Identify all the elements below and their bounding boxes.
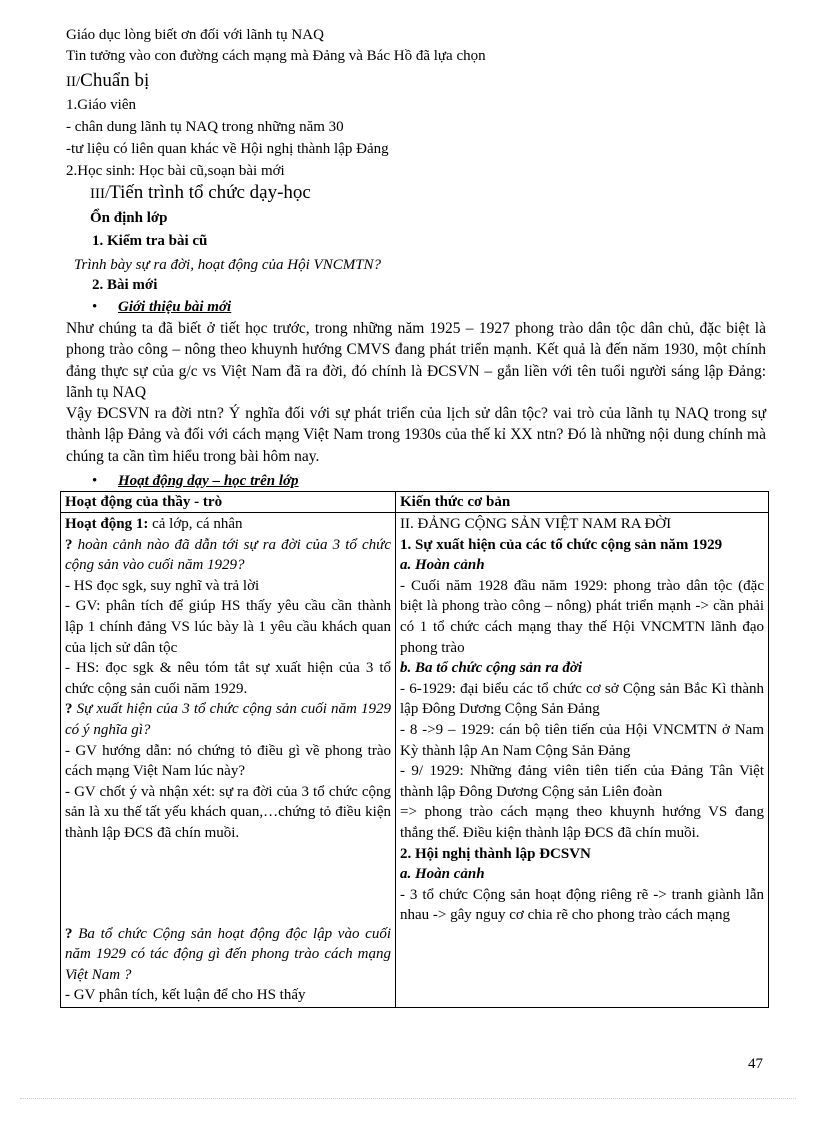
- knowledge-heading-1: 1. Sự xuất hiện của các tổ chức cộng sản năm 1929: [400, 536, 723, 553]
- question-1-text: hoàn cảnh nào đã dẫn tới sự ra đời của 3 tổ chức cộng sản vào cuối năm 1929?: [65, 536, 391, 574]
- col-header-knowledge: Kiến thức cơ bản: [396, 492, 769, 513]
- intro-paragraph-1: Như chúng ta đã biết ở tiết học trước, trong những năm 1925 – 1927 phong trào dân tộc dân chủ, đặc biệt là phong trào công – nông theo khuynh hướng CMVS đang phát triển mạnh. Kết quả là đến năm 1930, một chính đảng thực sự của g/c vs Việt Nam đã ra đời, đó chính là ĐCSVN – gắn liền với tên tuổi người sáng lập Đảng: lãnh tụ NAQ: [66, 320, 766, 401]
- check-old-lesson: 1. Kiểm tra bài cũ: [92, 233, 208, 249]
- intro-heading-row: [92, 298, 231, 316]
- prep-teacher-item-1: - chân dung lãnh tụ NAQ trong những năm 30: [66, 119, 344, 135]
- question-2-text: Sự xuất hiện của 3 tổ chức cộng sản cuối năm 1929 có ý nghĩa gì?: [65, 701, 391, 738]
- activity-heading: Hoạt động dạy – học trên lớp: [118, 473, 299, 489]
- left-line-2: - GV: phân tích để giúp HS thấy yêu cầu cần thành lập 1 chính đảng VS lúc bày là 1 yêu cầu khách quan của lịch sử dân tộc: [65, 598, 391, 656]
- knowledge-sub-b: b. Ba tổ chức cộng sản ra đời: [400, 660, 583, 677]
- knowledge-sub-a2: a. Hoàn cảnh: [400, 866, 485, 883]
- knowledge-heading-2: 2. Hội nghị thành lập ĐCSVN: [400, 845, 591, 862]
- activities-cell: [61, 513, 396, 1008]
- knowledge-line-4: - 9/ 1929: Những đảng viên tiên tiến của Đảng Tân Việt thành lập Đông Dương Cộng sản Liên đoàn: [400, 763, 764, 800]
- knowledge-section-title: II. ĐẢNG CỘNG SẢN VIỆT NAM RA ĐỜI: [400, 516, 672, 532]
- question-3: [65, 924, 391, 986]
- knowledge-line-6: - 3 tổ chức Cộng sản hoạt động riêng rẽ -> tranh giành lẫn nhau -> gây nguy cơ chia rẽ cho phong trào cách mạng: [400, 886, 764, 924]
- intro-paragraphs: [66, 318, 766, 467]
- lesson-table: [60, 491, 769, 1008]
- intro-line-2: Tin tưởng vào con đường cách mạng mà Đảng và Bác Hồ đã lựa chọn: [66, 48, 486, 64]
- bullet-icon: •: [92, 299, 98, 315]
- knowledge-sub-a: a. Hoàn cảnh: [400, 557, 485, 574]
- prep-student: 2.Học sinh: Học bài cũ,soạn bài mới: [66, 163, 285, 179]
- knowledge-line-5: => phong trào cách mạng theo khuynh hướng VS đang thắng thế. Điều kiện thành lập ĐCS đã chín muồi.: [400, 804, 764, 841]
- prep-teacher-item-2: -tư liệu có liên quan khác về Hội nghị thành lập Đảng: [66, 141, 389, 157]
- bullet-icon: •: [92, 473, 98, 489]
- section-process-heading: [90, 182, 311, 204]
- activity-1-rest: cả lớp, cá nhân: [148, 516, 243, 532]
- left-line-6: - GV phân tích, kết luận để cho HS thấy: [65, 987, 306, 1004]
- left-line-5: - GV chốt ý và nhận xét: sự ra đời của 3 tổ chức cộng sản là xu thế tất yếu khách quan,…chứng tỏ điều kiện thành lập ĐCS đã chín muồi.: [65, 783, 391, 841]
- left-line-4: - GV hướng dẫn: nó chứng tỏ điều gì về phong trào cách mạng Việt Nam lúc này?: [65, 742, 391, 780]
- prep-roman: II/: [66, 74, 81, 90]
- activity-1-label: Hoạt động 1:: [65, 516, 149, 532]
- question-2: [65, 699, 391, 740]
- left-line-3: - HS: đọc sgk & nêu tóm tắt sự xuất hiện của 3 tổ chức cộng sản cuối năm 1929.: [65, 660, 391, 697]
- col-header-activities: Hoạt động của thầy - trò: [61, 492, 396, 513]
- question-3-text: Ba tổ chức Cộng sản hoạt động độc lập vào cuối năm 1929 có tác động gì đến phong trào cách mạng Việt Nam ?: [65, 925, 391, 983]
- new-lesson: 2. Bài mới: [92, 277, 158, 293]
- left-line-1: - HS đọc sgk, suy nghĩ và trả lời: [65, 577, 260, 594]
- intro-paragraph-2: Vậy ĐCSVN ra đời ntn? Ý nghĩa đối với sự phát triển của lịch sử dân tộc? vai trò của lãnh tụ NAQ trong sự thành lập Đảng và đối với cách mạng Việt Nam trong 1930s của thế kỉ XX ntn? Đó là những nội dung chính mà chúng ta cần tìm hiểu trong bài hôm nay.: [66, 405, 766, 465]
- table-header-row: [61, 492, 769, 513]
- intro-heading: Giới thiệu bài mới: [118, 299, 232, 315]
- knowledge-line-3: - 8 ->9 – 1929: cán bộ tiên tiến của Hội VNCMTN ở Nam Kỳ thành lập An Nam Cộng Sản Đảng: [400, 721, 764, 759]
- knowledge-line-1: - Cuối năm 1928 đầu năm 1929: phong trào dân tộc (đặc biệt là phong trào công – nông) phát triển mạnh -> cần phải có 1 tổ chức cách mạng thay thế Hội VNCMTN lãnh đạo phong trào: [400, 577, 764, 656]
- prep-title: Chuẩn bị: [80, 70, 150, 91]
- knowledge-cell: [396, 513, 769, 1008]
- question-mark: ?: [65, 925, 73, 942]
- activity-1-line: [65, 514, 391, 535]
- page-divider: [20, 1098, 796, 1099]
- process-title: Tiến trình tổ chức dạy-học: [109, 182, 311, 203]
- knowledge-line-2: - 6-1929: đại biểu các tổ chức cơ sở Cộng sản Bắc Kì thành lập Đông Dương Cộng Sản Đảng: [400, 680, 764, 718]
- table-row: [61, 513, 769, 1008]
- activity-heading-row: [92, 472, 299, 490]
- question-mark: ?: [65, 536, 73, 553]
- stabilize-class: Ổn định lớp: [90, 210, 168, 226]
- question-mark: ?: [65, 701, 73, 718]
- process-roman: III/: [90, 186, 110, 202]
- review-question: Trình bày sự ra đời, hoạt động của Hội VNCMTN?: [74, 257, 382, 273]
- intro-line-1: Giáo dục lòng biết ơn đối với lãnh tụ NAQ: [66, 27, 324, 43]
- prep-teacher: 1.Giáo viên: [66, 97, 136, 113]
- question-1: [65, 535, 391, 576]
- section-prep-heading: [66, 70, 149, 92]
- page-number: 47: [748, 1056, 763, 1072]
